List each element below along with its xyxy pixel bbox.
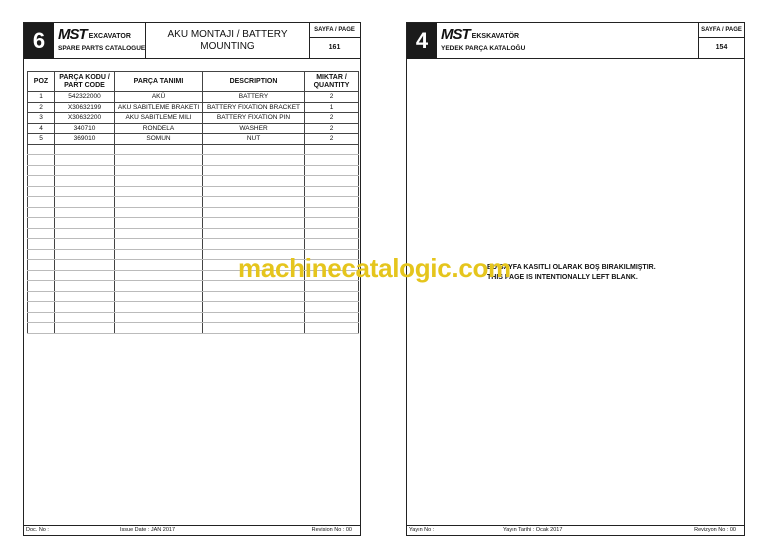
- cell-poz: [28, 197, 55, 208]
- cell-description: [203, 239, 305, 250]
- cell-description: [203, 218, 305, 229]
- blank-notice-turkish: BU SAYFA KASITLI OLARAK BOŞ BIRAKILMIŞTIR.: [487, 264, 656, 271]
- cell-part-name: AKU SABITLEME MILI: [115, 113, 203, 124]
- cell-part-name: [115, 260, 203, 271]
- empty-table-row: [28, 165, 359, 176]
- cell-poz: 2: [28, 102, 55, 113]
- cell-poz: [28, 228, 55, 239]
- cell-part-code: [55, 281, 115, 292]
- cell-part-name: AKU SABITLEME BRAKETI: [115, 102, 203, 113]
- revision-number: Revision No : 00: [311, 527, 352, 533]
- col-header-part-code: PARÇA KODU / PART CODE: [55, 72, 115, 92]
- cell-part-name: [115, 165, 203, 176]
- cell-quantity: [305, 302, 359, 313]
- section-number: 6: [24, 23, 54, 59]
- issue-date: Yayın Tarihi : Ocak 2017: [503, 527, 563, 533]
- cell-quantity: [305, 207, 359, 218]
- table-row: [28, 134, 359, 145]
- cell-part-code: [55, 186, 115, 197]
- table-row: [28, 123, 359, 134]
- cell-quantity: [305, 155, 359, 166]
- cell-part-name: [115, 312, 203, 323]
- cell-quantity: [305, 312, 359, 323]
- cell-part-code: [55, 302, 115, 313]
- cell-poz: [28, 239, 55, 250]
- cell-quantity: [305, 218, 359, 229]
- cell-description: [203, 312, 305, 323]
- cell-part-code: [55, 260, 115, 271]
- blank-page-notice: [487, 263, 656, 283]
- cell-part-code: [55, 239, 115, 250]
- cell-part-code: [55, 218, 115, 229]
- cell-part-name: [115, 155, 203, 166]
- right-page-header: [407, 23, 744, 59]
- page-value: 161: [328, 44, 341, 51]
- blank-notice-english: THIS PAGE IS INTENTIONALLY LEFT BLANK.: [487, 274, 638, 281]
- cell-poz: [28, 155, 55, 166]
- page-title: AKU MONTAJI / BATTERY MOUNTING: [146, 23, 310, 59]
- cell-part-code: [55, 207, 115, 218]
- cell-quantity: 2: [305, 92, 359, 103]
- brand-block: [54, 23, 146, 59]
- table-row: [28, 102, 359, 113]
- cell-poz: [28, 270, 55, 281]
- cell-description: [203, 165, 305, 176]
- catalogue-name: SPARE PARTS CATALOGUE: [58, 45, 146, 52]
- cell-quantity: [305, 228, 359, 239]
- mst-logo: MST: [441, 26, 470, 43]
- cell-part-code: [55, 312, 115, 323]
- empty-table-row: [28, 155, 359, 166]
- table-row: [28, 92, 359, 103]
- cell-part-name: [115, 207, 203, 218]
- cell-part-code: [55, 323, 115, 334]
- cell-description: BATTERY FIXATION BRACKET: [203, 102, 305, 113]
- cell-quantity: [305, 197, 359, 208]
- cell-quantity: 2: [305, 123, 359, 134]
- cell-poz: [28, 291, 55, 302]
- col-header-poz: POZ: [28, 72, 55, 92]
- cell-part-code: 542322000: [55, 92, 115, 103]
- cell-poz: 3: [28, 113, 55, 124]
- col-header-part-name: PARÇA TANIMI: [115, 72, 203, 92]
- page-value: 154: [715, 44, 728, 51]
- cell-part-name: RONDELA: [115, 123, 203, 134]
- cell-part-name: AKÜ: [115, 92, 203, 103]
- cell-part-code: [55, 270, 115, 281]
- cell-quantity: [305, 323, 359, 334]
- table-row: [28, 113, 359, 124]
- cell-part-code: [55, 291, 115, 302]
- logo-subtitle: EKSKAVATÖR: [471, 32, 520, 40]
- cell-part-code: [55, 176, 115, 187]
- issue-date: Issue Date : JAN 2017: [120, 527, 176, 533]
- cell-description: WASHER: [203, 123, 305, 134]
- table-header-row: [28, 72, 359, 92]
- cell-description: NUT: [203, 134, 305, 145]
- cell-poz: [28, 312, 55, 323]
- catalogue-name: YEDEK PARÇA KATALOĞU: [441, 45, 526, 52]
- cell-part-name: [115, 323, 203, 334]
- cell-part-code: [55, 197, 115, 208]
- cell-description: BATTERY FIXATION PIN: [203, 113, 305, 124]
- cell-part-name: [115, 270, 203, 281]
- cell-poz: [28, 186, 55, 197]
- mst-logo: MST: [58, 26, 87, 43]
- cell-part-name: [115, 249, 203, 260]
- cell-poz: [28, 281, 55, 292]
- cell-quantity: [305, 165, 359, 176]
- cell-poz: [28, 323, 55, 334]
- empty-table-row: [28, 302, 359, 313]
- cell-part-code: [55, 249, 115, 260]
- doc-number: Doc. No :: [26, 527, 49, 533]
- cell-description: [203, 323, 305, 334]
- cell-part-name: [115, 228, 203, 239]
- page-number-box: [698, 23, 744, 59]
- empty-table-row: [28, 186, 359, 197]
- cell-description: [203, 176, 305, 187]
- empty-table-row: [28, 323, 359, 334]
- cell-poz: 4: [28, 123, 55, 134]
- cell-part-name: [115, 197, 203, 208]
- cell-part-name: [115, 218, 203, 229]
- logo-subtitle: EXCAVATOR: [88, 32, 131, 40]
- cell-quantity: 1: [305, 102, 359, 113]
- empty-table-row: [28, 312, 359, 323]
- cell-part-code: 369010: [55, 134, 115, 145]
- left-page-footer: [24, 525, 360, 535]
- empty-table-row: [28, 144, 359, 155]
- cell-quantity: [305, 291, 359, 302]
- cell-part-name: [115, 291, 203, 302]
- empty-table-row: [28, 239, 359, 250]
- cell-part-code: X30632199: [55, 102, 115, 113]
- cell-part-code: [55, 144, 115, 155]
- cell-quantity: [305, 144, 359, 155]
- watermark-text: machinecatalogic.com: [238, 253, 511, 283]
- cell-poz: [28, 176, 55, 187]
- cell-quantity: [305, 176, 359, 187]
- page-number-box: [309, 23, 360, 59]
- col-header-description: DESCRIPTION: [203, 72, 305, 92]
- revision-number: Revizyon No : 00: [694, 527, 736, 533]
- cell-poz: [28, 165, 55, 176]
- cell-quantity: [305, 186, 359, 197]
- cell-description: [203, 228, 305, 239]
- cell-part-name: [115, 144, 203, 155]
- empty-table-row: [28, 291, 359, 302]
- col-header-quantity: MIKTAR / QUANTITY: [305, 72, 359, 92]
- right-page-footer: [407, 525, 744, 535]
- empty-table-row: [28, 176, 359, 187]
- empty-table-row: [28, 207, 359, 218]
- cell-poz: 5: [28, 134, 55, 145]
- empty-table-row: [28, 197, 359, 208]
- cell-part-code: [55, 165, 115, 176]
- cell-poz: [28, 249, 55, 260]
- cell-quantity: [305, 239, 359, 250]
- cell-quantity: 2: [305, 113, 359, 124]
- page-label: SAYFA / PAGE: [699, 23, 744, 38]
- brand-block: [437, 23, 537, 59]
- cell-description: [203, 302, 305, 313]
- left-page-header: [24, 23, 360, 59]
- cell-description: [203, 197, 305, 208]
- cell-part-code: 340710: [55, 123, 115, 134]
- cell-description: [203, 155, 305, 166]
- empty-table-row: [28, 228, 359, 239]
- cell-part-name: [115, 186, 203, 197]
- cell-part-name: SOMUN: [115, 134, 203, 145]
- doc-number: Yayın No :: [409, 527, 435, 533]
- cell-poz: [28, 218, 55, 229]
- cell-part-name: [115, 302, 203, 313]
- cell-description: [203, 207, 305, 218]
- page-label: SAYFA / PAGE: [309, 23, 360, 38]
- cell-quantity: 2: [305, 134, 359, 145]
- section-number: 4: [407, 23, 437, 59]
- cell-part-name: [115, 281, 203, 292]
- cell-description: [203, 186, 305, 197]
- cell-description: [203, 144, 305, 155]
- cell-description: BATTERY: [203, 92, 305, 103]
- cell-part-name: [115, 239, 203, 250]
- cell-poz: 1: [28, 92, 55, 103]
- cell-poz: [28, 144, 55, 155]
- cell-part-code: X30632200: [55, 113, 115, 124]
- cell-part-code: [55, 155, 115, 166]
- empty-table-row: [28, 218, 359, 229]
- cell-poz: [28, 207, 55, 218]
- cell-poz: [28, 260, 55, 271]
- cell-poz: [28, 302, 55, 313]
- cell-part-code: [55, 228, 115, 239]
- cell-description: [203, 291, 305, 302]
- parts-table: [27, 71, 359, 334]
- cell-part-name: [115, 176, 203, 187]
